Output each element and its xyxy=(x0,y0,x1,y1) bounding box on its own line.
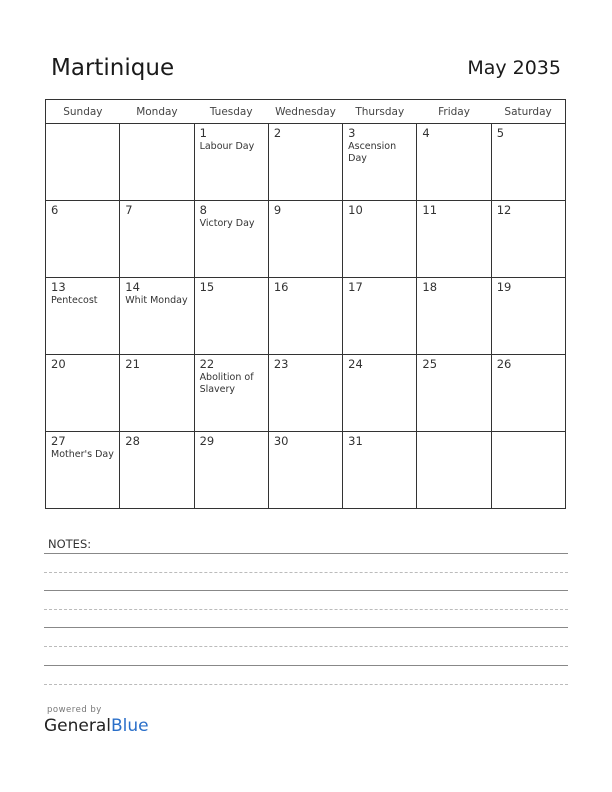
day-number: 15 xyxy=(199,280,215,294)
holiday-label: Pentecost xyxy=(51,295,98,306)
generalblue-logo[interactable] xyxy=(44,716,149,736)
day-number: 18 xyxy=(422,280,438,294)
notes-line xyxy=(44,665,568,666)
brand-general: General xyxy=(44,716,111,736)
day-cell xyxy=(343,124,417,201)
day-number: 23 xyxy=(273,357,289,371)
holiday-label: Victory Day xyxy=(199,218,255,229)
day-number: 21 xyxy=(125,357,140,371)
day-cell xyxy=(194,201,268,278)
day-number: 11 xyxy=(422,203,438,217)
day-number: 30 xyxy=(273,434,289,448)
day-number: 27 xyxy=(51,434,66,448)
weekday-header: Thursday xyxy=(343,100,417,124)
holiday-label: Whit Monday xyxy=(125,295,188,306)
holiday-label: Abolition of Slavery xyxy=(199,372,254,395)
day-number: 4 xyxy=(422,126,430,140)
day-cell xyxy=(491,278,565,355)
day-number: 22 xyxy=(199,357,215,371)
day-cell xyxy=(491,432,565,509)
day-number: 25 xyxy=(422,357,438,371)
day-cell xyxy=(120,278,194,355)
day-number: 3 xyxy=(348,126,356,140)
calendar-country-title: Martinique xyxy=(51,55,175,81)
weekday-header: Wednesday xyxy=(268,100,342,124)
day-number: 16 xyxy=(273,280,289,294)
day-number: 2 xyxy=(273,126,282,140)
day-cell xyxy=(46,355,120,432)
day-cell xyxy=(417,355,491,432)
day-cell xyxy=(46,278,120,355)
day-cell xyxy=(491,201,565,278)
day-cell xyxy=(268,278,342,355)
notes-line xyxy=(44,609,568,610)
day-number: 5 xyxy=(496,126,505,140)
day-number: 6 xyxy=(51,203,59,217)
calendar-month-year: May 2035 xyxy=(467,57,561,79)
day-number: 10 xyxy=(348,203,363,217)
day-number: 7 xyxy=(125,203,133,217)
day-cell xyxy=(194,355,268,432)
day-number: 14 xyxy=(125,280,140,294)
week-row xyxy=(46,201,566,278)
day-number: 19 xyxy=(496,280,512,294)
day-number: 17 xyxy=(348,280,363,294)
day-cell xyxy=(120,201,194,278)
day-cell xyxy=(268,124,342,201)
day-number: 20 xyxy=(51,357,66,371)
notes-label: NOTES: xyxy=(48,537,92,551)
notes-line xyxy=(44,627,568,628)
weekday-header: Sunday xyxy=(46,100,120,124)
day-number: 9 xyxy=(273,203,282,217)
weekday-header: Tuesday xyxy=(194,100,268,124)
day-cell xyxy=(120,355,194,432)
day-cell xyxy=(417,124,491,201)
week-row xyxy=(46,278,566,355)
day-number: 24 xyxy=(348,357,363,371)
day-cell xyxy=(268,355,342,432)
day-cell xyxy=(120,432,194,509)
weekday-header-row xyxy=(46,100,566,124)
notes-line xyxy=(44,646,568,647)
day-cell xyxy=(343,201,417,278)
weekday-header: Saturday xyxy=(491,100,565,124)
day-number: 13 xyxy=(51,280,66,294)
day-cell xyxy=(120,124,194,201)
calendar-grid xyxy=(45,99,566,509)
day-cell xyxy=(491,124,565,201)
day-number: 1 xyxy=(199,126,207,140)
day-cell xyxy=(268,201,342,278)
day-cell xyxy=(46,124,120,201)
day-number: 12 xyxy=(496,203,512,217)
day-cell xyxy=(343,278,417,355)
weekday-header: Friday xyxy=(417,100,491,124)
day-number: 29 xyxy=(199,434,215,448)
day-cell xyxy=(268,432,342,509)
day-cell xyxy=(417,201,491,278)
day-number: 26 xyxy=(496,357,512,371)
day-cell xyxy=(417,278,491,355)
holiday-label: Labour Day xyxy=(199,141,255,152)
notes-line xyxy=(44,684,568,685)
day-cell xyxy=(343,355,417,432)
notes-line xyxy=(44,553,568,554)
day-cell xyxy=(194,432,268,509)
powered-by-text: powered by xyxy=(47,705,102,715)
week-row xyxy=(46,432,566,509)
week-row xyxy=(46,124,566,201)
brand-blue: Blue xyxy=(111,716,149,736)
day-cell xyxy=(343,432,417,509)
holiday-label: Ascension Day xyxy=(348,141,397,164)
day-cell xyxy=(194,124,268,201)
day-cell xyxy=(491,355,565,432)
notes-line xyxy=(44,572,568,573)
day-cell xyxy=(46,201,120,278)
day-number: 31 xyxy=(348,434,363,448)
day-cell xyxy=(417,432,491,509)
day-cell xyxy=(194,278,268,355)
weekday-header: Monday xyxy=(120,100,194,124)
holiday-label: Mother's Day xyxy=(51,449,114,460)
day-cell xyxy=(46,432,120,509)
notes-line xyxy=(44,590,568,591)
day-number: 28 xyxy=(125,434,140,448)
week-row xyxy=(46,355,566,432)
day-number: 8 xyxy=(199,203,207,217)
